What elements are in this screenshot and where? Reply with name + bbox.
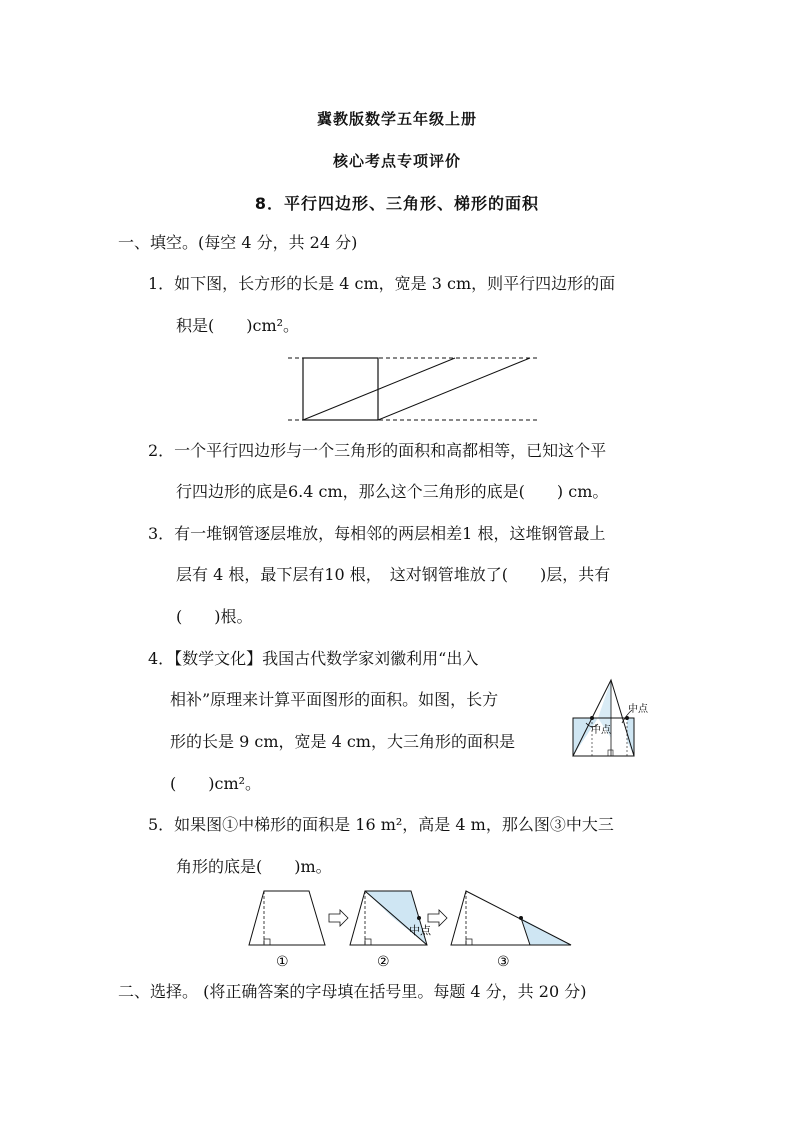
q5-line2: 角形的底是( )m。 xyxy=(176,857,332,876)
section1-heading: 一、填空。(每空 4 分，共 24 分) xyxy=(118,233,358,252)
figure-3-label: ③ xyxy=(497,954,510,970)
q4-line4: ( )cm²。 xyxy=(170,774,262,793)
q3-line1: 3．有一堆钢管逐层堆放，每相邻的两层相差1 根，这堆钢管最上 xyxy=(148,524,606,543)
doc-title-book: 冀教版数学五年级上册 xyxy=(316,110,477,128)
q2-line1: 2．一个平行四边形与一个三角形的面积和高都相等，已知这个平 xyxy=(148,441,607,460)
doc-title-assessment: 核心考点专项评价 xyxy=(332,152,461,170)
q4-line1: 4．【数学文化】我国古代数学家刘徽利用“出入 xyxy=(148,649,479,668)
q1-line1: 1．如下图，长方形的长是 4 cm，宽是 3 cm，则平行四边形的面 xyxy=(148,274,616,293)
figure-1-label: ① xyxy=(276,954,289,970)
figure-2-label: ② xyxy=(377,954,390,970)
q2-line2: 行四边形的底是6.4 cm，那么这个三角形的底是( ) cm。 xyxy=(176,482,609,501)
q3-line2: 层有 4 根，最下层有10 根， 这对钢管堆放了( )层，共有 xyxy=(176,565,611,584)
q5-midpoint-label: 中点 xyxy=(409,924,431,937)
q4-midpoint-label-right: 中点 xyxy=(628,704,648,715)
doc-title-topic: 8．平行四边形、三角形、梯形的面积 xyxy=(254,194,540,213)
q1-line2: 积是( )cm²。 xyxy=(176,316,300,335)
q5-line1: 5．如果图①中梯形的面积是 16 m²，高是 4 m，那么图③中大三 xyxy=(148,815,614,834)
q4-midpoint-label-left: 中点 xyxy=(591,725,611,736)
q4-line3: 形的长是 9 cm，宽是 4 cm，大三角形的面积是 xyxy=(170,732,515,751)
q4-line2: 相补”原理来计算平面图形的面积。如图，长方 xyxy=(170,690,499,709)
section2-heading: 二、选择。 (将正确答案的字母填在括号里。每题 4 分，共 20 分) xyxy=(118,982,587,1001)
q3-line3: ( )根。 xyxy=(176,607,253,626)
